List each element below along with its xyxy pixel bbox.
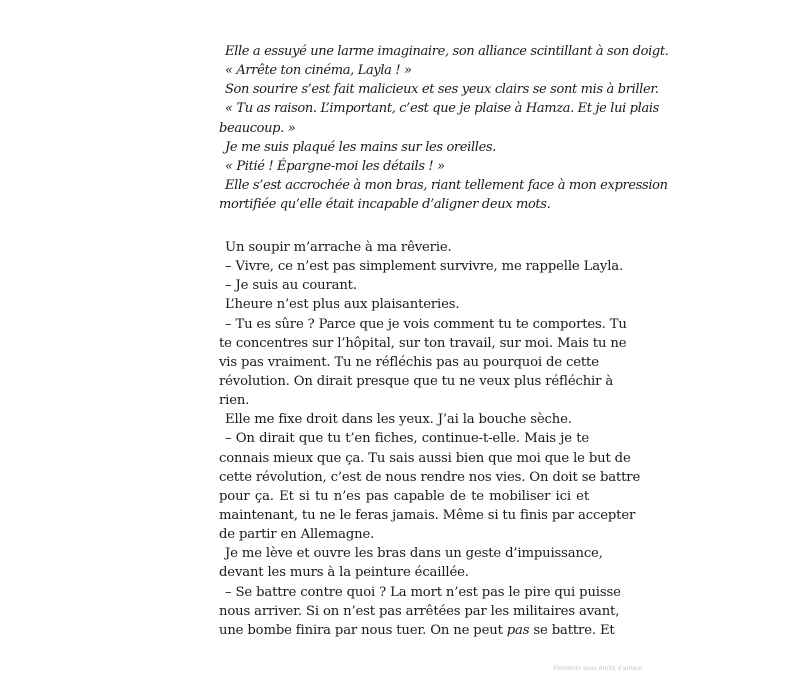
copyright-watermark: Elements sous droits d'auteur bbox=[553, 665, 643, 672]
text-line: rien. bbox=[219, 393, 250, 409]
text-line: connais mieux que ça. Tu sais aussi bien que moi que le but de bbox=[219, 450, 631, 466]
text-line: Son sourire s’est fait malicieux et ses yeux clairs se sont mis à briller. bbox=[225, 82, 659, 98]
text-line: – Vivre, ce n’est pas simplement survivre, me rappelle Layla. bbox=[225, 259, 624, 275]
text-line: « Pitié ! Épargne-moi les détails ! » bbox=[225, 158, 445, 174]
text-line: – On dirait que tu t’en fiches, continue-t-elle. Mais je te bbox=[225, 431, 589, 447]
main-narrative-passage bbox=[219, 238, 641, 640]
text-segment: se battre. Et bbox=[529, 622, 615, 638]
text-line: de partir en Allemagne. bbox=[219, 527, 375, 543]
text-line: maintenant, tu ne le feras jamais. Même si tu finis par accepter bbox=[219, 507, 636, 523]
text-line: mortifiée qu’elle était incapable d’aligner deux mots. bbox=[219, 197, 551, 213]
text-line: « Arrête ton cinéma, Layla ! » bbox=[225, 63, 412, 79]
text-line: vis pas vraiment. Tu ne réfléchis pas au pourquoi de cette bbox=[219, 354, 599, 370]
text-line-with-emphasis bbox=[219, 621, 615, 640]
text-line: pour ça. Et si tu n’es pas capable de te mobiliser ici et bbox=[219, 488, 589, 504]
text-line: révolution. On dirait presque que tu ne veux plus réfléchir à bbox=[219, 373, 614, 389]
text-line: te concentres sur l’hôpital, sur ton travail, sur moi. Mais tu ne bbox=[219, 335, 627, 351]
italic-flashback-passage bbox=[219, 42, 669, 214]
text-line: Elle a essuyé une larme imaginaire, son alliance scintillant à son doigt. bbox=[225, 44, 669, 59]
text-line: Elle s’est accrochée à mon bras, riant tellement face à mon expression bbox=[225, 177, 668, 193]
text-line: Un soupir m’arrache à ma rêverie. bbox=[225, 240, 452, 255]
text-line: – Je suis au courant. bbox=[225, 278, 357, 294]
text-line: « Tu as raison. L’important, c’est que je plaise à Hamza. Et je lui plais bbox=[225, 101, 659, 117]
text-line: Je me suis plaqué les mains sur les oreilles. bbox=[225, 139, 497, 155]
text-line: cette révolution, c’est de nous rendre nos vies. On doit se battre bbox=[219, 469, 641, 485]
text-segment: une bombe finira par nous tuer. On ne peut bbox=[219, 622, 507, 638]
text-line: devant les murs à la peinture écaillée. bbox=[219, 565, 469, 581]
emphasized-word: pas bbox=[506, 622, 530, 638]
text-line: nous arriver. Si on n’est pas arrêtées par les militaires avant, bbox=[219, 603, 620, 619]
text-line: beaucoup. » bbox=[219, 120, 296, 136]
text-line: Je me lève et ouvre les bras dans un geste d’impuissance, bbox=[225, 546, 603, 562]
text-line: – Se battre contre quoi ? La mort n’est pas le pire qui puisse bbox=[225, 584, 621, 600]
text-line: – Tu es sûre ? Parce que je vois comment tu te comportes. Tu bbox=[225, 316, 627, 332]
text-line: L’heure n’est plus aux plaisanteries. bbox=[225, 297, 460, 313]
text-line: Elle me fixe droit dans les yeux. J’ai la bouche sèche. bbox=[225, 412, 572, 428]
